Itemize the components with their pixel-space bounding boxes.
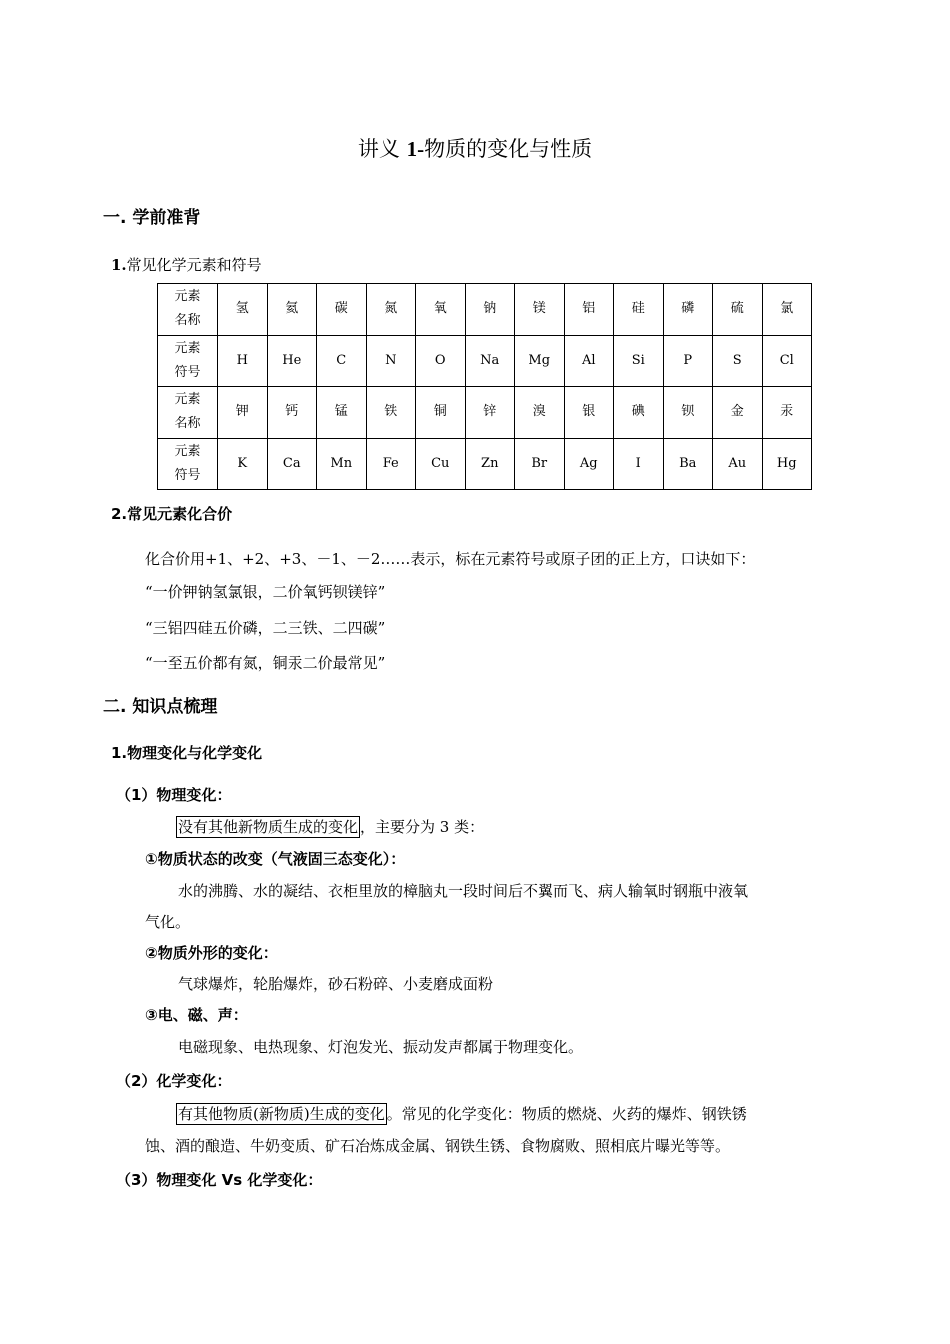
element-cell: 锌 [465, 387, 515, 439]
element-cell: Ca [267, 438, 317, 490]
element-cell: Ba [663, 438, 713, 490]
element-cell: Mn [317, 438, 367, 490]
element-cell: 汞 [762, 387, 812, 439]
element-cell: Ag [564, 438, 614, 490]
element-cell: Fe [366, 438, 416, 490]
element-table-row [158, 284, 812, 336]
element-table-row [158, 438, 812, 490]
definition-box: 有其他物质(新物质)生成的变化 [178, 1105, 385, 1123]
element-cell: 溴 [515, 387, 565, 439]
element-cell: 氧 [416, 284, 466, 336]
subheading-elements: 1.常见化学元素和符号 [111, 256, 262, 274]
element-cell: 钠 [465, 284, 515, 336]
valence-intro: 化合价用+1、+2、+3、－1、－2……表示，标在元素符号或原子团的正上方，口诀如下： [145, 550, 756, 568]
definition-box: 没有其他新物质生成的变化 [178, 818, 359, 836]
category-shape-text: 气球爆炸，轮胎爆炸，砂石粉碎、小麦磨成面粉 [178, 975, 494, 993]
element-cell: 钙 [267, 387, 317, 439]
mnemonic-line: “一至五价都有氮，铜汞二价最常见” [145, 654, 386, 672]
row-header: 元素 符号 [158, 335, 218, 387]
element-cell: Zn [465, 438, 515, 490]
element-table-row [158, 335, 812, 387]
category-state-text-cont: 气化。 [145, 913, 191, 931]
element-cell: Al [564, 335, 614, 387]
element-cell: 氦 [267, 284, 317, 336]
element-cell: Cu [416, 438, 466, 490]
subheading-valence: 2.常见元素化合价 [111, 505, 233, 523]
element-cell: Si [614, 335, 664, 387]
element-cell: 铁 [366, 387, 416, 439]
section2-heading: 二. 知识点梳理 [103, 697, 218, 717]
element-cell: 碘 [614, 387, 664, 439]
element-cell: Mg [515, 335, 565, 387]
element-cell: 镁 [515, 284, 565, 336]
element-cell: He [267, 335, 317, 387]
category-state-text: 水的沸腾、水的凝结、衣柜里放的樟脑丸一段时间后不翼而飞、病人输氧时钢瓶中液氧 [178, 882, 749, 900]
category-em-label: ③电、磁、声： [145, 1006, 248, 1024]
row-header: 元素 名称 [158, 284, 218, 336]
element-cell: 钾 [218, 387, 268, 439]
element-cell: 磷 [663, 284, 713, 336]
element-cell: 银 [564, 387, 614, 439]
element-cell: 氢 [218, 284, 268, 336]
element-cell: Cl [762, 335, 812, 387]
element-cell: 硅 [614, 284, 664, 336]
element-cell: P [663, 335, 713, 387]
row-header: 元素 名称 [158, 387, 218, 439]
chemical-change-examples: 蚀、酒的酿造、牛奶变质、矿石冶炼成金属、钢铁生锈、食物腐败、照相底片曝光等等。 [145, 1137, 731, 1155]
row-header: 元素 符号 [158, 438, 218, 490]
element-cell: 铜 [416, 387, 466, 439]
element-cell: 碳 [317, 284, 367, 336]
mnemonic-line: “一价钾钠氢氯银，二价氧钙钡镁锌” [145, 583, 386, 601]
section1-heading: 一. 学前准背 [103, 208, 201, 228]
category-state-label: ①物质状态的改变（气液固三态变化）： [145, 850, 406, 868]
element-cell: Hg [762, 438, 812, 490]
element-cell: 铝 [564, 284, 614, 336]
element-cell: 锰 [317, 387, 367, 439]
element-cell: S [713, 335, 763, 387]
element-cell: 氯 [762, 284, 812, 336]
element-cell: Au [713, 438, 763, 490]
category-shape-label: ②物质外形的变化： [145, 944, 278, 962]
element-cell: I [614, 438, 664, 490]
element-table [157, 283, 812, 490]
subheading-changes: 1.物理变化与化学变化 [111, 744, 263, 762]
element-cell: H [218, 335, 268, 387]
element-cell: Na [465, 335, 515, 387]
chemical-change-label: （2）化学变化： [116, 1072, 232, 1090]
comparison-label: （3）物理变化 Vs 化学变化： [116, 1171, 323, 1189]
chemical-change-definition: 有其他物质(新物质)生成的变化 。常见的化学变化：物质的燃烧、火药的爆炸、钢铁锈 [178, 1105, 747, 1123]
element-cell: 氮 [366, 284, 416, 336]
category-em-text: 电磁现象、电热现象、灯泡发光、振动发声都属于物理变化。 [178, 1038, 584, 1056]
element-cell: 钡 [663, 387, 713, 439]
element-cell: N [366, 335, 416, 387]
element-table-row [158, 387, 812, 439]
page-title: 讲义 1-物质的变化与性质 [357, 137, 593, 161]
mnemonic-line: “三铝四硅五价磷，二三铁、二四碳” [145, 619, 386, 637]
element-cell: Br [515, 438, 565, 490]
element-cell: K [218, 438, 268, 490]
element-cell: 金 [713, 387, 763, 439]
element-cell: O [416, 335, 466, 387]
element-cell: C [317, 335, 367, 387]
physical-change-definition: 没有其他新物质生成的变化 ，主要分为 3 类： [178, 818, 485, 836]
physical-change-label: （1）物理变化： [116, 786, 232, 804]
element-cell: 硫 [713, 284, 763, 336]
